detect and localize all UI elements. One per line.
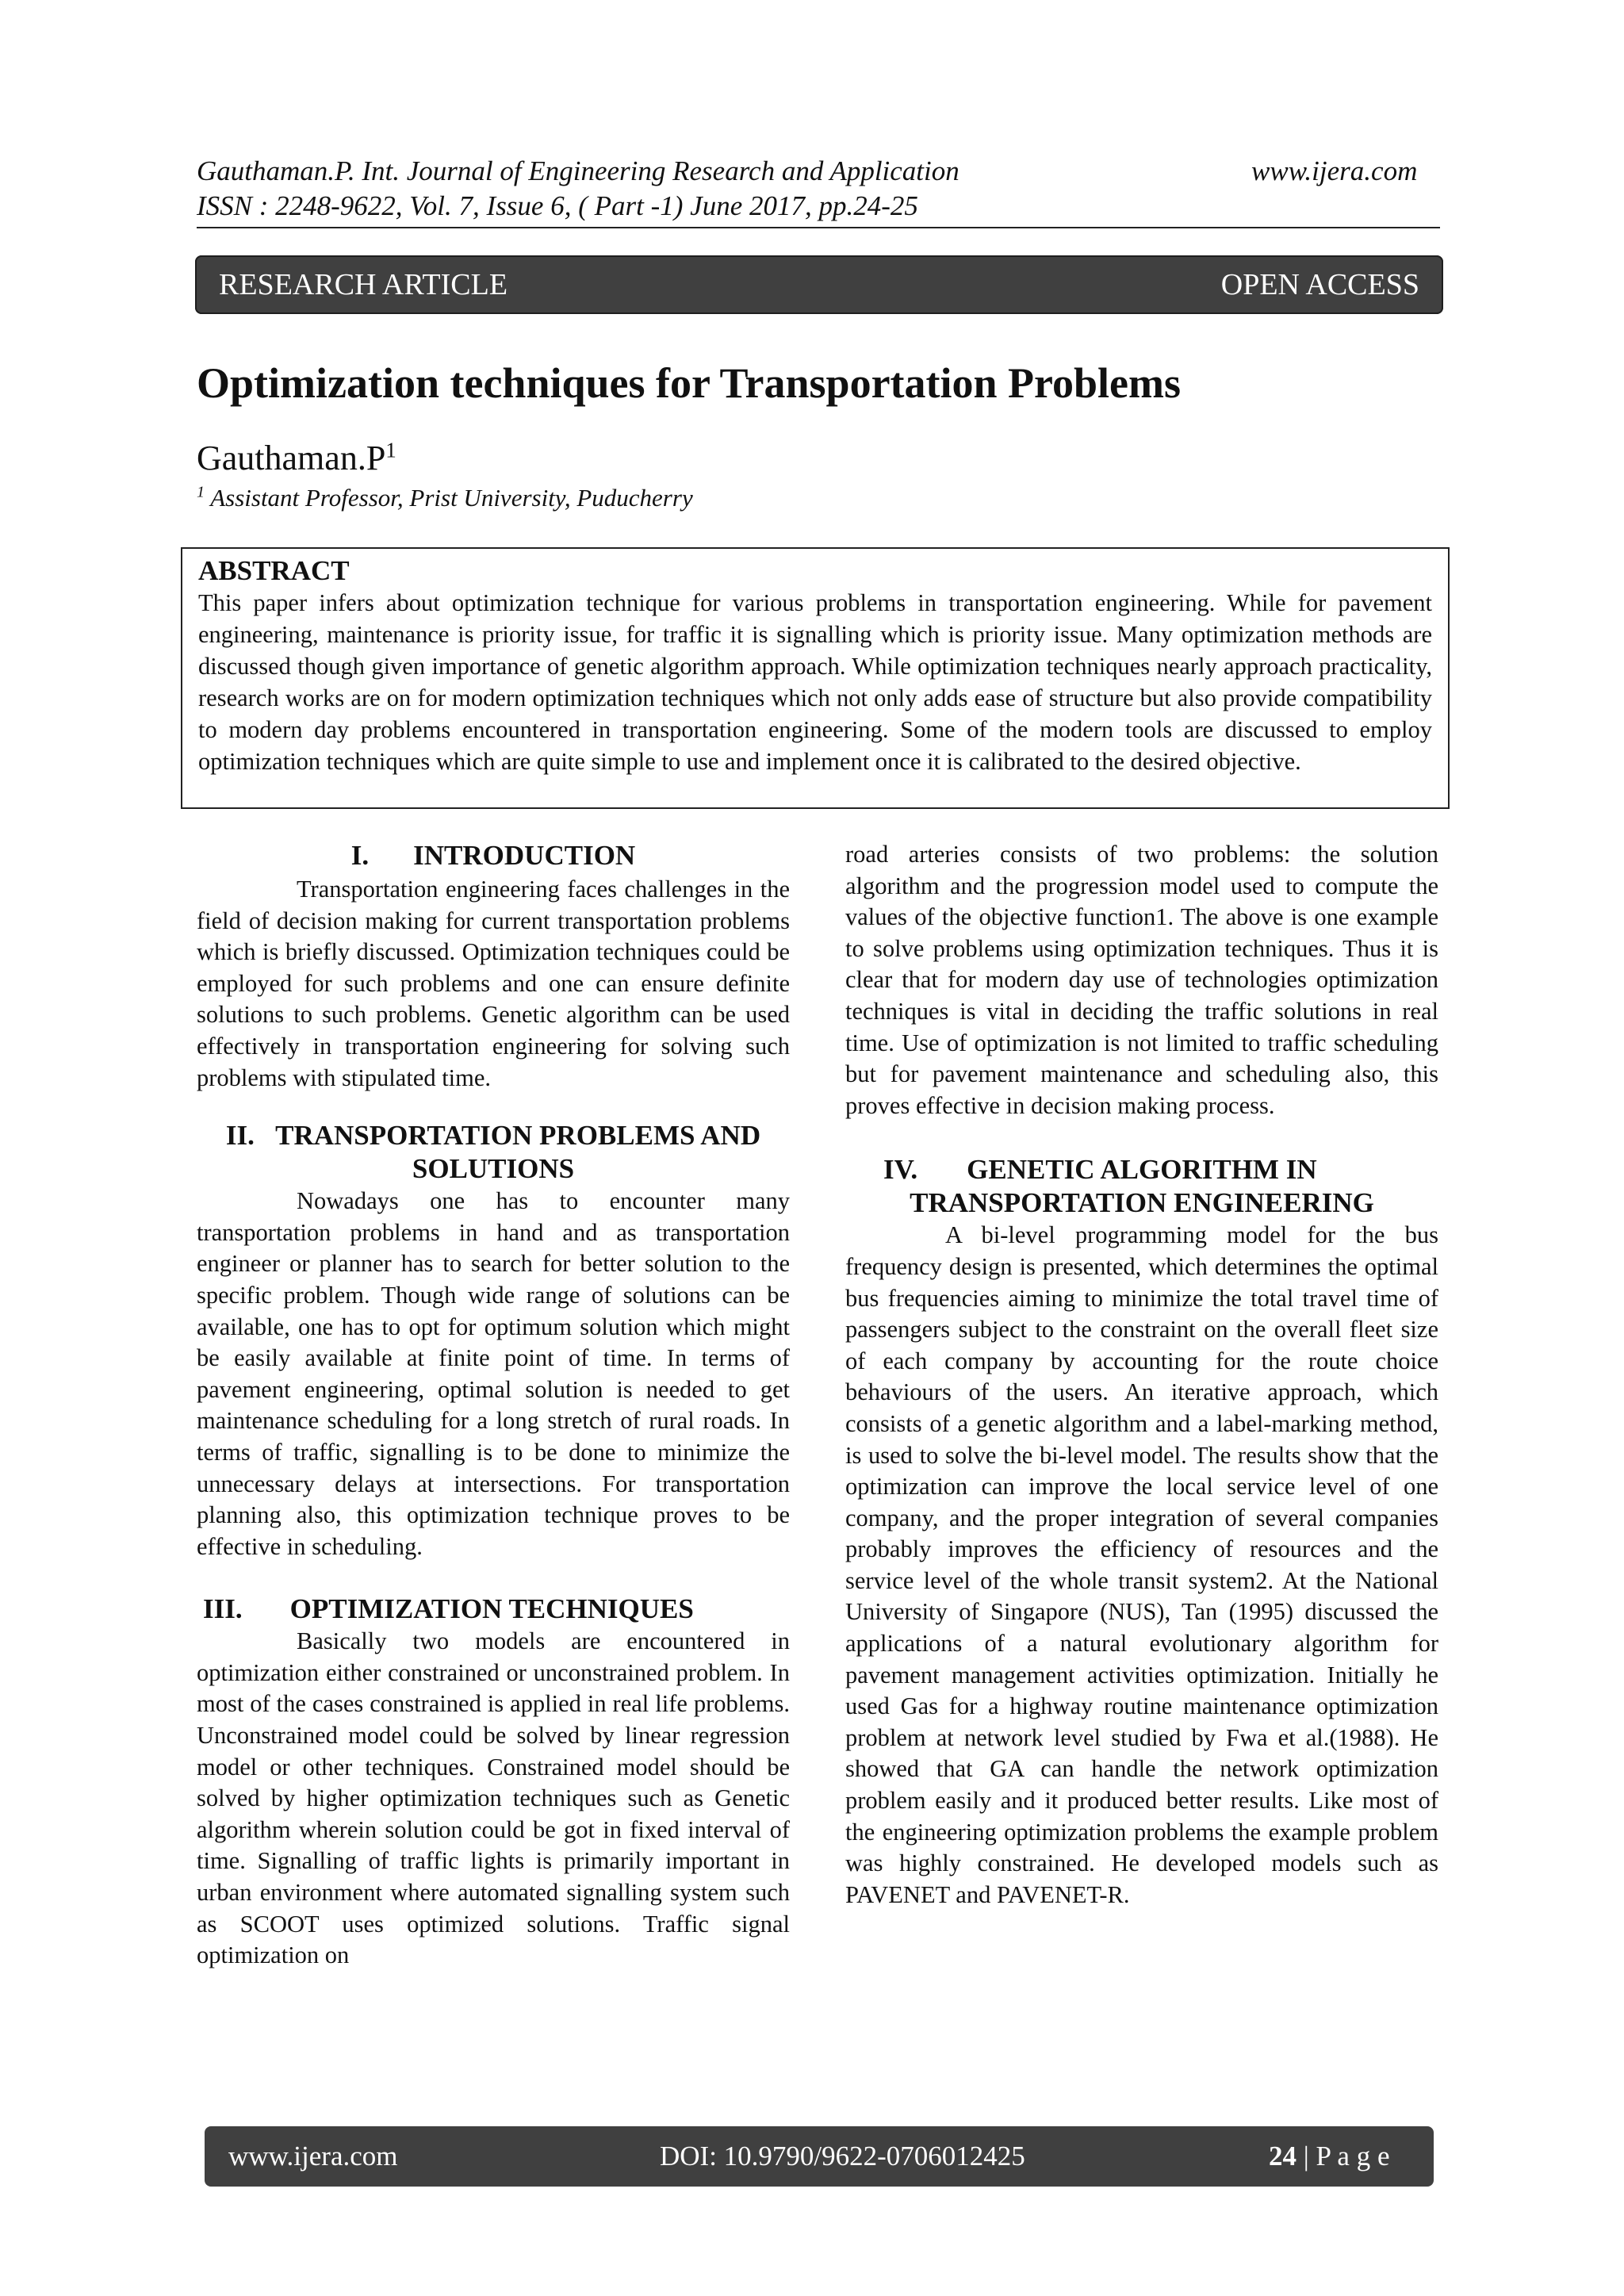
footer-page-label: | P a g e [1303,2141,1390,2171]
section-number-4: IV. [883,1154,918,1186]
header-website-link[interactable]: www.ijera.com [1251,155,1418,186]
page-footer [205,2126,1434,2187]
author-affiliation [197,484,693,512]
footer-page-indicator [1269,2141,1390,2172]
open-access-label: OPEN ACCESS [1220,268,1419,301]
research-article-label: RESEARCH ARTICLE [219,268,508,301]
section-title-techniques: OPTIMIZATION TECHNIQUES [289,1593,694,1625]
left-column [197,839,790,1972]
footer-website-link[interactable]: www.ijera.com [228,2141,398,2171]
section-number-1: I. [350,840,370,871]
section-heading-techniques [197,1593,790,1626]
footer-doi: DOI: 10.9790/9622-0706012425 [660,2141,1025,2171]
issn-line: ISSN : 2248-9622, Vol. 7, Issue 6, ( Part -1) June 2017, pp.24-25 [197,190,918,221]
right-column [845,839,1438,1911]
author-name [197,438,396,478]
techniques-paragraph-part2: road arteries consists of two problems: the solution algorithm and the progression model used to compute the values of the objective function1. The above is one example to solve problems using optimization techniques. Thus it is clear that for modern day use of technologies optimization techniques is vital in deciding the traffic solutions in real time. Use of optimization is not limited to traffic scheduling but for pavement maintenance and scheduling also, this proves effective in decision making process. [845,841,1438,1119]
article-type-banner [195,255,1443,314]
introduction-paragraph: Transportation engineering faces challenges in the field of decision making for current transportation problems which is briefly discussed. Optimization techniques could be employed for such problems and one can ensure definite solutions to such problems. Genetic algorithm can be used effectively in transportation engineering for solving such problems with stipulated time. [197,876,790,1091]
section-title-problems-line2: SOLUTIONS [412,1153,575,1185]
section-number-2: II. [225,1120,255,1152]
abstract-heading: ABSTRACT [198,555,350,586]
techniques-paragraph-part1: Basically two models are encountered in optimization either constrained or unconstrained problem. In most of the cases constrained is applied in real life problems. Unconstrained model could be solved by linear regression model or other techniques. Constrained model should be solved by higher optimization techniques such as Genetic algorithm wherein solution could be got in fixed interval of time. Signalling of traffic lights is primarily important in urban environment where automated signalling system such as SCOOT uses optimized solutions. Traffic signal optimization on [197,1627,790,1969]
section-heading-introduction [197,839,790,872]
journal-citation: Gauthaman.P. Int. Journal of Engineering Research and Application [197,155,959,186]
section-title-introduction: INTRODUCTION [413,840,636,871]
section-title-genetic-line1: GENETIC ALGORITHM IN [967,1154,1317,1186]
section-title-problems-line1: TRANSPORTATION PROBLEMS AND [275,1120,761,1152]
affiliation-text: Assistant Professor, Prist University, Puducherry [210,484,693,512]
section-number-3: III. [203,1593,243,1625]
problems-paragraph: Nowadays one has to encounter many transportation problems in hand and as transportation engineer or planner has to search for better solution to the specific problem. Though wide range of solutions can be available, one has to opt for optimum solution which might be easily available at finite point of time. In terms of pavement engineering, optimal solution is needed to get maintenance scheduling for a long stretch of rural roads. In terms of traffic, signalling is to be done to minimize the unnecessary delays at intersections. For transportation planning also, this optimization technique proves to be effective in scheduling. [197,1187,790,1560]
footer-page-number: 24 [1269,2141,1297,2171]
paper-title: Optimization techniques for Transportation Problems [197,359,1182,407]
abstract-box [181,547,1450,809]
section-heading-genetic [845,1153,1438,1220]
section-title-genetic-line2: TRANSPORTATION ENGINEERING [910,1187,1374,1219]
author-name-text: Gauthaman.P [197,439,386,477]
abstract-text: This paper infers about optimization technique for various problems in transportation engineering. While for pavement engineering, maintenance is priority issue, for traffic it is signalling which is priority issue. Many optimization methods are discussed though given importance of genetic algorithm approach. While optimization techniques nearly approach practicality, research works are on for modern optimization techniques which not only adds ease of structure but also provide compatibility to modern day problems encountered in transportation engineering. Some of the modern tools are discussed to employ optimization techniques which are quite simple to use and implement once it is calibrated to the desired objective. [198,589,1432,775]
section-heading-problems [197,1119,790,1186]
affiliation-superscript: 1 [197,483,205,501]
header-rule [197,227,1440,228]
author-superscript: 1 [385,438,396,462]
genetic-paragraph: A bi-level programming model for the bus frequency design is presented, which determines the optimal bus frequencies aiming to minimize the total travel time of passengers subject to the constraint on the overall fleet size of each company by accounting for the route choice behaviours of the users. An iterative approach, which consists of a genetic algorithm and a label-marking method, is used to solve the bi-level model. The results show that the optimization can improve the local service level of one company, and the proper integration of several companies probably improves the efficiency of resources and the service level of the whole transit system2. At the National University of Singapore (NUS), Tan (1995) discussed the applications of a natural evolutionary algorithm for pavement management activities optimization. Initially he used Gas for a highway routine maintenance optimization problem at network level studied by Fwa et al.(1988). He showed that GA can handle the network optimization problem easily and it produced better results. Like most of the engineering optimization problems the example problem was highly constrained. He developed models such as PAVENET and PAVENET-R. [845,1221,1438,1908]
